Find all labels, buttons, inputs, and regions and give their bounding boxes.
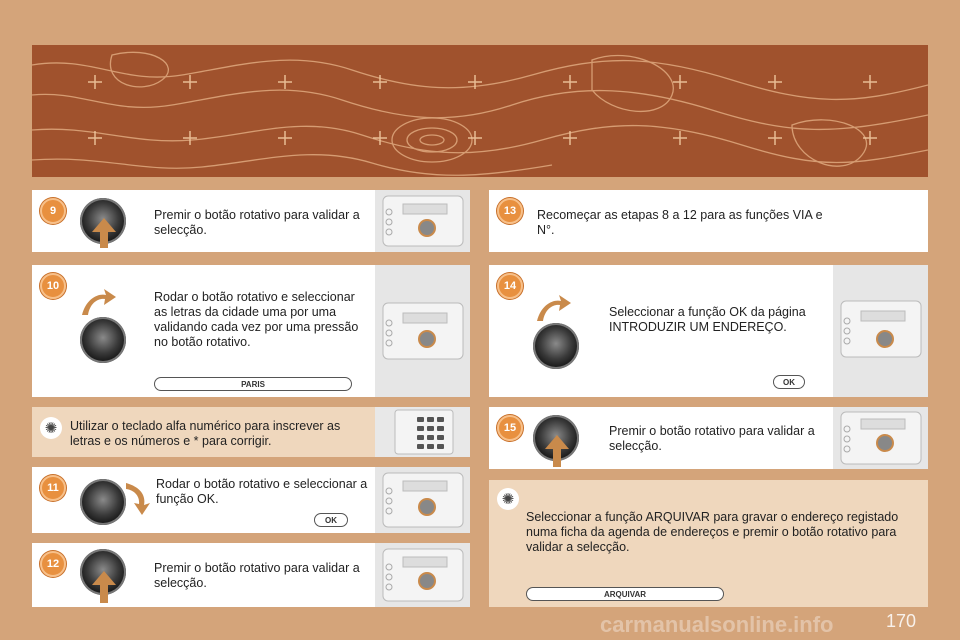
info-keypad-panel <box>32 407 470 457</box>
step-badge: 11 <box>40 475 66 501</box>
radio-unit-image <box>833 407 928 469</box>
rotate-arrow-icon <box>535 293 571 323</box>
rotate-arrow-icon <box>124 481 152 515</box>
sun-tip-icon: ✺ <box>497 488 519 510</box>
step-badge: 12 <box>40 551 66 577</box>
step-15-panel <box>489 407 928 469</box>
paris-field: PARIS <box>154 377 352 391</box>
step-9-panel <box>32 190 470 252</box>
press-arrow-icon <box>92 571 116 603</box>
page-number: 170 <box>885 611 916 631</box>
ok-field: OK <box>314 513 348 527</box>
rotate-arrow-icon <box>80 287 116 317</box>
topographic-pattern <box>32 45 928 177</box>
step-text: Rodar o botão rotativo e seleccionar as letras da cidade uma por uma validando cada vez por uma pressão no botão rotativo. <box>154 290 359 349</box>
radio-unit-image <box>375 467 470 533</box>
step-badge: 14 <box>497 273 523 299</box>
radio-unit-image <box>833 265 928 397</box>
step-text: Rodar o botão rotativo e seleccionar a função OK. <box>156 477 368 506</box>
rotary-knob-icon <box>80 317 126 363</box>
sun-tip-icon: ✺ <box>40 417 62 439</box>
step-badge: 15 <box>497 415 523 441</box>
rotary-knob-icon <box>533 323 579 369</box>
info-text: Seleccionar a função ARQUIVAR para gravar o endereço registado numa ficha da agenda de endereços e premir o botão rotativo para validar a selecção. <box>526 510 899 554</box>
ok-field: OK <box>773 375 805 389</box>
step-badge: 10 <box>40 273 66 299</box>
radio-unit-image <box>375 543 470 607</box>
step-text: Seleccionar a função OK da página INTRODUZIR UM ENDEREÇO. <box>609 305 806 334</box>
press-arrow-icon <box>545 435 569 467</box>
radio-unit-image <box>375 190 470 252</box>
step-10-panel <box>32 265 470 397</box>
step-text: Premir o botão rotativo para validar a selecção. <box>609 424 815 453</box>
step-14-panel <box>489 265 928 397</box>
rotary-knob-icon <box>80 479 126 525</box>
decorative-banner <box>32 45 928 177</box>
step-text: Premir o botão rotativo para validar a selecção. <box>154 561 360 590</box>
step-12-panel <box>32 543 470 607</box>
step-badge: 13 <box>497 198 523 224</box>
arquivar-field: ARQUIVAR <box>526 587 724 601</box>
step-13-panel <box>489 190 928 252</box>
step-text: Recomeçar as etapas 8 a 12 para as funções VIA e N°. <box>537 208 823 237</box>
keypad-unit-image <box>375 407 470 457</box>
radio-unit-image <box>375 265 470 397</box>
watermark: carmanualsonline.info <box>600 612 834 637</box>
press-arrow-icon <box>92 218 116 248</box>
step-text: Premir o botão rotativo para validar a selecção. <box>154 208 360 237</box>
step-11-panel <box>32 467 470 533</box>
info-archive-panel <box>489 480 928 607</box>
info-text: Utilizar o teclado alfa numérico para inscrever as letras e os números e * para corrigir. <box>70 419 341 448</box>
step-badge: 9 <box>40 198 66 224</box>
